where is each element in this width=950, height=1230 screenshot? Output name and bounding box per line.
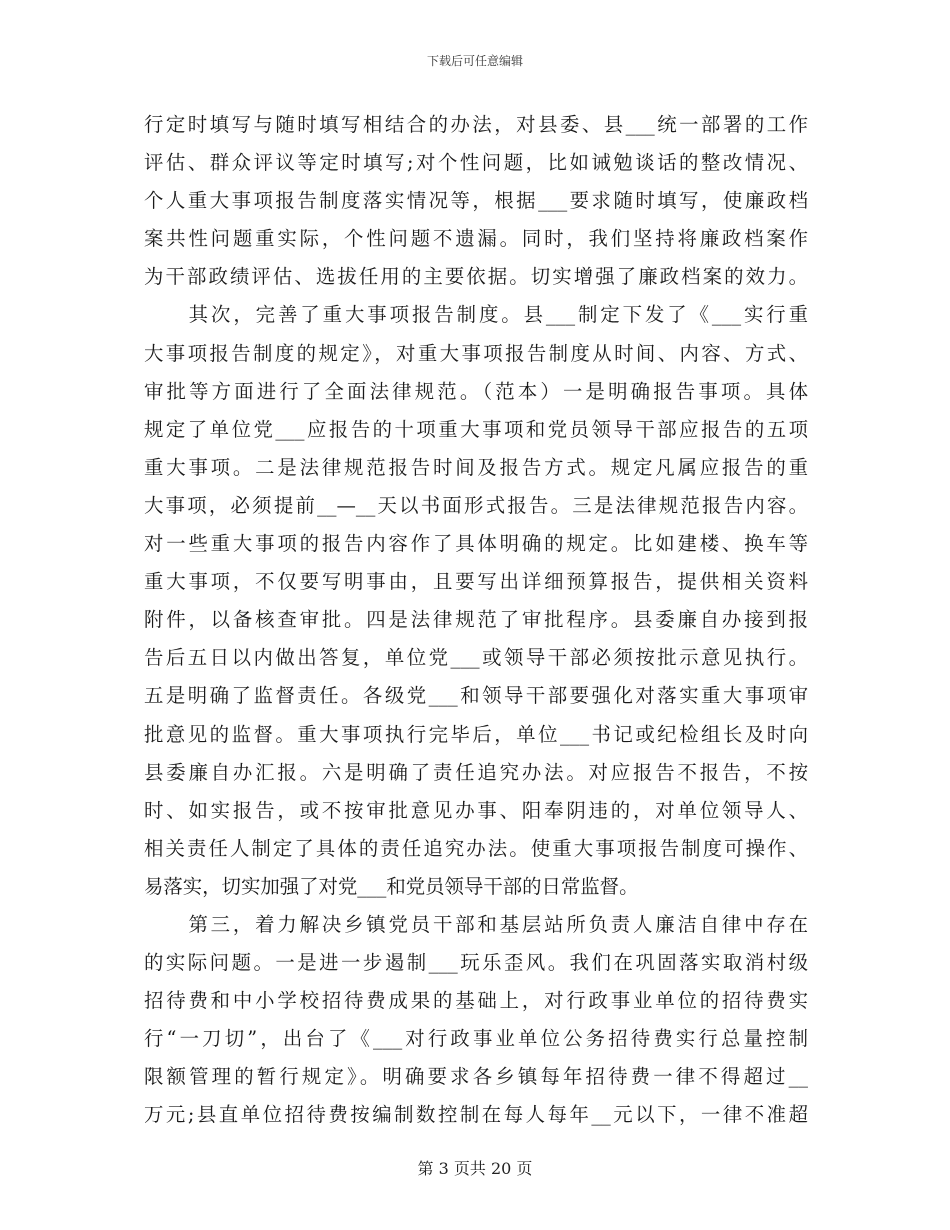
- text-line: 招待费和中小学校招待费成果的基础上，对行政事业单位的招待费实: [144, 989, 808, 1013]
- text-line: 五是明确了监督责任。各级党___和领导干部要强化对落实重大事项审: [144, 684, 808, 708]
- text-line: 告后五日以内做出答复，单位党___或领导干部必须按批示意见执行。: [144, 646, 808, 670]
- text-line: 审批等方面进行了全面法律规范。（范本）一是明确报告事项。具体: [144, 379, 808, 403]
- text-line: 万元;县直单位招待费按编制数控制在每人每年__元以下，一律不准超: [144, 1103, 808, 1127]
- text-line: 个人重大事项报告制度落实情况等，根据___要求随时填写，使廉政档: [144, 189, 808, 213]
- text-line: 规定了单位党___应报告的十项重大事项和党员领导干部应报告的五项: [144, 417, 808, 441]
- text-line: 易落实，切实加强了对党___和党员领导干部的日常监督。: [144, 874, 639, 898]
- text-line: 案共性问题重实际，个性问题不遗漏。同时，我们坚持将廉政档案作: [144, 227, 808, 251]
- text-line: 重大事项，不仅要写明事由，且要写出详细预算报告，提供相关资料: [144, 570, 808, 594]
- page-header-note: 下载后可任意编辑: [426, 54, 523, 68]
- text-line: 为干部政绩评估、选拔任用的主要依据。切实增强了廉政档案的效力。: [144, 265, 808, 289]
- text-line: 大事项，必须提前__—__天以书面形式报告。三是法律规范报告内容。: [144, 493, 808, 517]
- text-line: 其次，完善了重大事项报告制度。县___制定下发了《___实行重: [144, 303, 808, 327]
- text-line: 评估、群众评议等定时填写;对个性问题，比如诫勉谈话的整改情况、: [144, 151, 808, 175]
- text-line: 对一些重大事项的报告内容作了具体明确的规定。比如建楼、换车等: [144, 532, 808, 556]
- text-line: 限额管理的暂行规定》。明确要求各乡镇每年招待费一律不得超过__: [144, 1065, 808, 1089]
- text-line: 行“一刀切”，出台了《___对行政事业单位公务招待费实行总量控制: [144, 1027, 808, 1051]
- text-line: 批意见的监督。重大事项执行完毕后，单位___书记或纪检组长及时向: [144, 722, 808, 746]
- text-line: 行定时填写与随时填写相结合的办法，对县委、县___统一部署的工作: [144, 113, 808, 136]
- text-line: 县委廉自办汇报。六是明确了责任追究办法。对应报告不报告，不按: [144, 760, 808, 784]
- page-number: 第 3 页共 20 页: [417, 1159, 533, 1178]
- text-line: 附件，以备核查审批。四是法律规范了审批程序。县委廉自办接到报: [144, 608, 808, 632]
- text-line: 时、如实报告，或不按审批意见办事、阳奉阴违的，对单位领导人、: [144, 798, 808, 822]
- text-line: 相关责任人制定了具体的责任追究办法。使重大事项报告制度可操作、: [144, 836, 808, 860]
- text-line: 大事项报告制度的规定》，对重大事项报告制度从时间、内容、方式、: [144, 341, 808, 365]
- document-body: [144, 106, 808, 1135]
- text-line: 第三，着力解决乡镇党员干部和基层站所负责人廉洁自律中存在: [144, 912, 808, 936]
- text-line: 的实际问题。一是进一步遏制___玩乐歪风。我们在巩固落实取消村级: [144, 951, 808, 975]
- text-line: 重大事项。二是法律规范报告时间及报告方式。规定凡属应报告的重: [144, 455, 808, 479]
